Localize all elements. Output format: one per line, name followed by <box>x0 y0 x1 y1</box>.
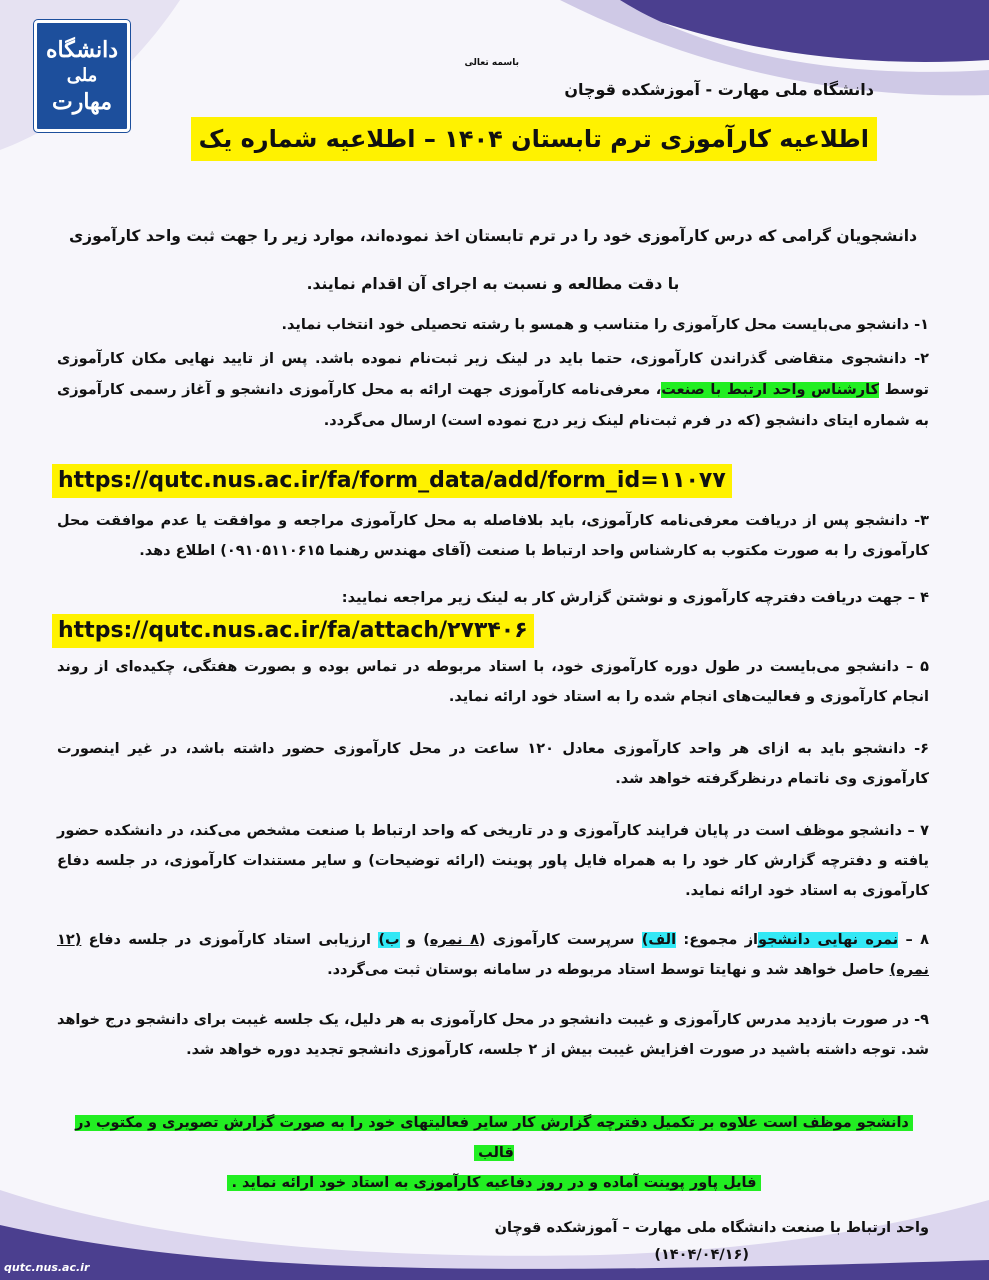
final-note-line-1: دانشجو موظف است علاوه بر تکمیل دفترچه گزارش کار سایر فعالیتهای خود را به صورت گزارش تصویری و مکتوب در قالب <box>75 1115 913 1161</box>
intro-line-1: دانشجویان گرامی که درس کارآموزی خود را در ترم تابستان اخذ نموده‌اند، موارد زیر را جهت ثبت واحد کارآموزی <box>68 227 918 245</box>
site-watermark: qutc.nus.ac.ir <box>4 1261 90 1274</box>
item-4: ۴ – جهت دریافت دفترچه کارآموزی و نوشتن گزارش کار به لینک زیر مراجعه نمایید: <box>341 590 929 606</box>
item-8-text-c: سرپرست کارآموزی ( <box>478 932 642 948</box>
bismillah: باسمه تعالی <box>464 58 519 68</box>
final-note-line-2: فایل پاور پوینت آماده و در روز دفاعیه کارآموزی به استاد خود ارائه نماید . <box>227 1175 760 1191</box>
item-8-text-d: ) و <box>399 932 430 948</box>
item-8-twelve-points: (۱۲ نمره) <box>57 932 929 978</box>
intro-line-2: با دقت مطالعه و نسبت به اجرای آن اقدام نمایند. <box>306 275 680 293</box>
item-2-highlight: کارشناس واحد ارتبط با صنعت <box>661 382 880 398</box>
item-8-text-f: حاصل خواهد شد و نهایتا توسط استاد مربوطه در سامانه بوستان ثبت می‌گردد. <box>327 962 890 978</box>
item-8 <box>57 925 929 985</box>
final-note <box>57 1108 931 1198</box>
top-decorative-swirl <box>0 0 989 200</box>
item-8-text-e: ارزیابی استاد کارآموزی در جلسه دفاع <box>81 932 379 948</box>
item-5: ۵ – دانشجو می‌بایست در طول دوره کارآموزی خود، با استاد مربوطه در تماس بوده و بصورت هفتگی، چکیده‌ای از روند انجام کارآموزی و فعالیت‌های انجام شده را به استاد خود ارائه نماید. <box>57 659 929 705</box>
item-8-final-grade-highlight: نمره نهایی دانشجو <box>758 932 899 948</box>
item-1: ۱- دانشجو می‌بایست محل کارآموزی را متناسب و همسو با رشته تحصیلی خود انتخاب نماید. <box>281 317 929 333</box>
logo-line-2: ملی <box>66 65 98 86</box>
logo-line-3: مهارت <box>52 89 112 115</box>
registration-link[interactable]: https://qutc.nus.ac.ir/fa/form_data/add/form_id=۱۱۰۷۷ <box>52 464 732 498</box>
item-9: ۹- در صورت بازدید مدرس کارآموزی و غیبت دانشجو در محل کارآموزی به هر دلیل، یک جلسه غیبت برای دانشجو درج خواهد شد. توجه داشته باشید در صورت افزایش غیبت بیش از ۲ جلسه، کارآموزی دانشجو تجدید دوره خواهد شد. <box>57 1012 929 1058</box>
item-2-text-b: ، معرفی‌نامه کارآموزی جهت ارائه به محل کارآموزی دانشجو و آغاز رسمی کارآموزی به شماره ایتای دانشجو (که در فرم ثبت‌نام لینک زیر درج نموده است) ارسال می‌گردد. <box>57 382 929 429</box>
item-2 <box>57 344 929 437</box>
item-6: ۶- دانشجو باید به ازای هر واحد کارآموزی معادل ۱۲۰ ساعت در محل کارآموزی حضور داشته باشد، در غیر اینصورت کارآموزی وی ناتمام درنظرگرفته خواهد شد. <box>57 741 929 787</box>
footer-date: (۱۴۰۴/۰۴/۱۶) <box>654 1247 749 1263</box>
item-8-text-a: ۸ – <box>898 932 929 948</box>
footer-unit: واحد ارتباط با صنعت دانشگاه ملی مهارت – آموزشکده قوچان <box>494 1220 929 1236</box>
logo-line-1: دانشگاه <box>45 37 119 63</box>
item-8-be-highlight: ب) <box>378 932 400 948</box>
item-8-eight-points: ۸ نمره <box>429 932 479 948</box>
item-7: ۷ – دانشجو موظف است در پایان فرایند کارآموزی و در تاریخی که واحد ارتباط با صنعت مشخص می‌کند، در دانشکده حضور یافته و دفترچه گزارش کار خود را به همراه فایل پاور پوینت (ارائه توضیحات) و سایر مستندات کارآموزی، در جلسه دفاع کارآموزی به استاد خود ارائه نماید. <box>57 823 929 899</box>
university-name: دانشگاه ملی مهارت - آموزشکده قوچان <box>564 80 874 99</box>
item-2-text-a: ۲- دانشجوی متقاضی گذراندن کارآموزی، حتما باید در لینک زیر ثبت‌نام نموده باشد. پس از تایید نهایی مکان کارآموزی توسط <box>57 351 929 398</box>
university-logo <box>34 20 130 132</box>
item-8-alef-highlight: الف) <box>641 932 677 948</box>
workbook-link[interactable]: https://qutc.nus.ac.ir/fa/attach/۲۷۳۴۰۶ <box>52 614 534 648</box>
page-title: اطلاعیه کارآموزی ترم تابستان ۱۴۰۴ – اطلاعیه شماره یک <box>191 117 877 161</box>
item-3: ۳- دانشجو پس از دریافت معرفی‌نامه کارآموزی، باید بلافاصله به محل کارآموزی مراجعه و موافقت یا عدم موافقت محل کارآموزی را به صورت مکتوب به کارشناس واحد ارتباط با صنعت (آقای مهندس رهنما ۰۹۱۰۵۱۱۰۶۱۵) اطلاع دهد. <box>57 513 929 559</box>
item-8-text-b: از مجموع: <box>676 932 759 948</box>
